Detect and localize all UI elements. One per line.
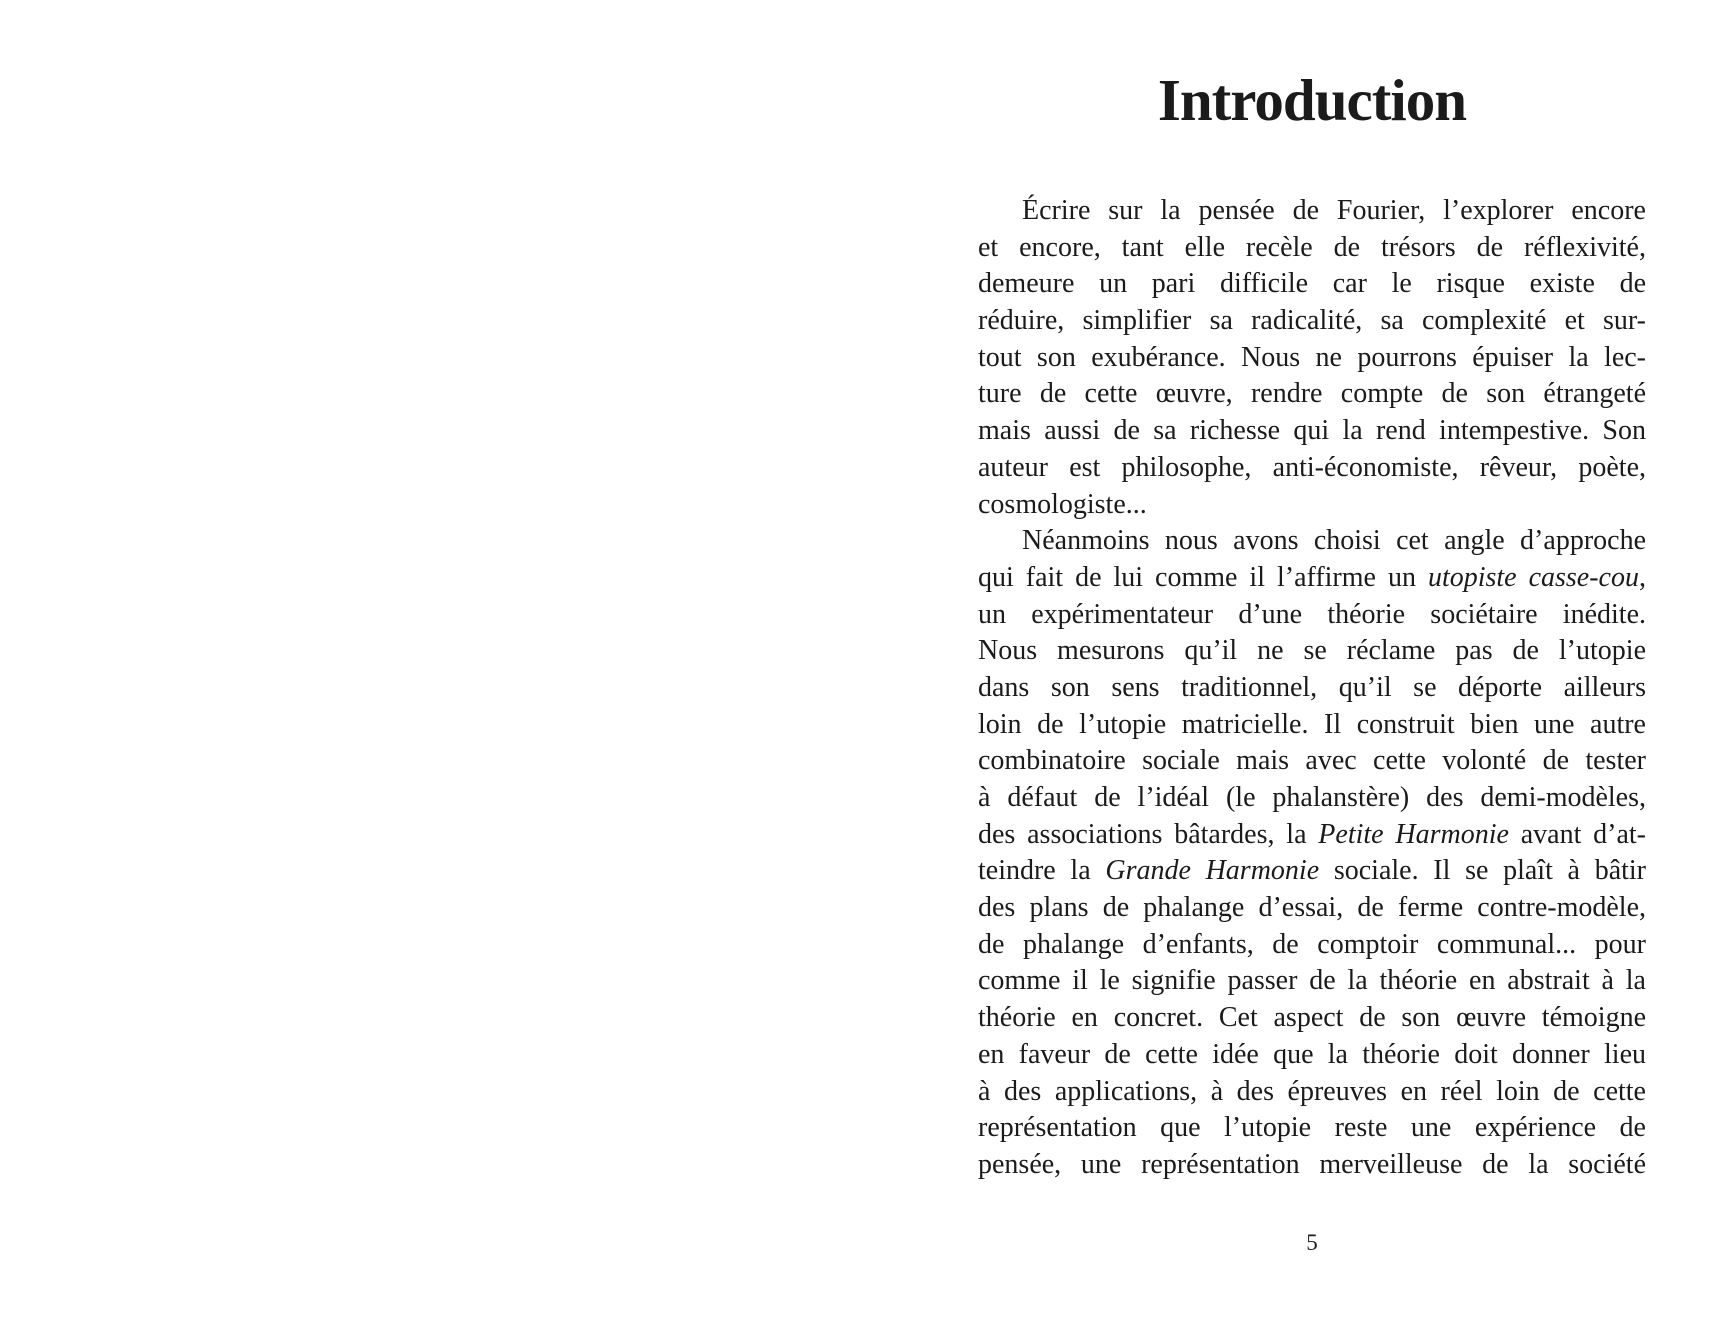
body-line	[978, 853, 1646, 890]
text-segment: réduire, simplifier sa radicalité, sa complexité et sur-	[978, 305, 1646, 337]
text-segment: représentation que l’utopie reste une expérience de	[978, 1112, 1646, 1144]
text-segment: Écrire sur la pensée de Fourier, l’explorer encore	[1022, 195, 1646, 226]
text-segment: des plans de phalange d’essai, de ferme contre-modèle,	[978, 892, 1646, 924]
text-segment: ,	[1639, 561, 1646, 593]
text-segment: cosmologiste...	[978, 488, 1147, 520]
body-line	[978, 376, 1646, 413]
text-segment: à des applications, à des épreuves en réel loin de cette	[978, 1075, 1646, 1107]
text-segment: tout son exubérance. Nous ne pourrons épuiser la lec-	[978, 341, 1646, 373]
text-segment: théorie en concret. Cet aspect de son œuvre témoigne	[978, 1002, 1646, 1034]
body-line	[978, 487, 1646, 524]
body-line	[978, 413, 1646, 450]
text-segment: et encore, tant elle recèle de trésors de réflexivité,	[978, 231, 1646, 263]
body-line	[978, 927, 1646, 964]
body-line	[978, 450, 1646, 487]
body-line	[978, 1074, 1646, 1111]
right-page-text-block	[978, 0, 1646, 1338]
text-segment: des associations bâtardes, la	[978, 818, 1319, 850]
text-segment: teindre la	[978, 855, 1106, 887]
text-segment: loin de l’utopie matricielle. Il construit bien une autre	[978, 708, 1646, 740]
body-line	[978, 817, 1646, 854]
body-line	[978, 597, 1646, 634]
body-line	[978, 523, 1646, 560]
page-number: 5	[1306, 1230, 1318, 1255]
text-segment: sociale. Il se plaît à bâtir	[1319, 855, 1646, 887]
text-segment: en faveur de cette idée que la théorie doit donner lieu	[978, 1038, 1646, 1070]
text-segment: Néanmoins nous avons choisi cet angle d’approche	[1022, 525, 1646, 557]
italic-text-segment: Petite Harmonie	[1318, 818, 1509, 850]
body-line	[978, 1147, 1646, 1184]
text-segment: un expérimentateur d’une théorie sociétaire inédite.	[978, 598, 1646, 630]
body-line	[978, 1037, 1646, 1074]
text-segment: pensée, une représentation merveilleuse de la société	[978, 1148, 1646, 1180]
italic-text-segment: utopiste casse-cou	[1427, 561, 1639, 593]
body-line	[978, 743, 1646, 780]
body-line	[978, 707, 1646, 744]
body-line	[978, 560, 1646, 597]
body-line	[978, 633, 1646, 670]
body-line	[978, 963, 1646, 1000]
body-line	[978, 890, 1646, 927]
text-segment: mais aussi de sa richesse qui la rend intempestive. Son	[978, 415, 1646, 447]
text-segment: avant d’at-	[1508, 818, 1646, 850]
text-segment: combinatoire sociale mais avec cette volonté de tester	[978, 745, 1646, 777]
body-line	[978, 266, 1646, 303]
body-line	[978, 670, 1646, 707]
text-segment: auteur est philosophe, anti-économiste, rêveur, poète,	[978, 451, 1646, 483]
body-line	[978, 1110, 1646, 1147]
text-segment: à défaut de l’idéal (le phalanstère) des demi-modèles,	[978, 782, 1646, 813]
text-segment: de phalange d’enfants, de comptoir communal... pour	[978, 928, 1646, 960]
text-segment: qui fait de lui comme il l’affirme un	[978, 561, 1428, 593]
text-segment: dans son sens traditionnel, qu’il se déporte ailleurs	[978, 671, 1646, 703]
italic-text-segment: Grande Harmonie	[1105, 855, 1320, 887]
text-segment: Nous mesurons qu’il ne se réclame pas de l’utopie	[978, 635, 1646, 667]
body-line	[978, 340, 1646, 377]
text-segment: comme il le signifie passer de la théorie en abstrait à la	[978, 965, 1646, 997]
text-segment: ture de cette œuvre, rendre compte de son étrangeté	[978, 378, 1646, 410]
body-text	[978, 193, 1646, 1184]
body-line	[978, 193, 1646, 230]
body-line	[978, 1000, 1646, 1037]
chapter-title: Introduction	[1157, 67, 1467, 133]
body-line	[978, 230, 1646, 267]
text-segment: demeure un pari difficile car le risque existe de	[978, 268, 1646, 300]
body-line	[978, 303, 1646, 340]
body-line	[978, 780, 1646, 817]
